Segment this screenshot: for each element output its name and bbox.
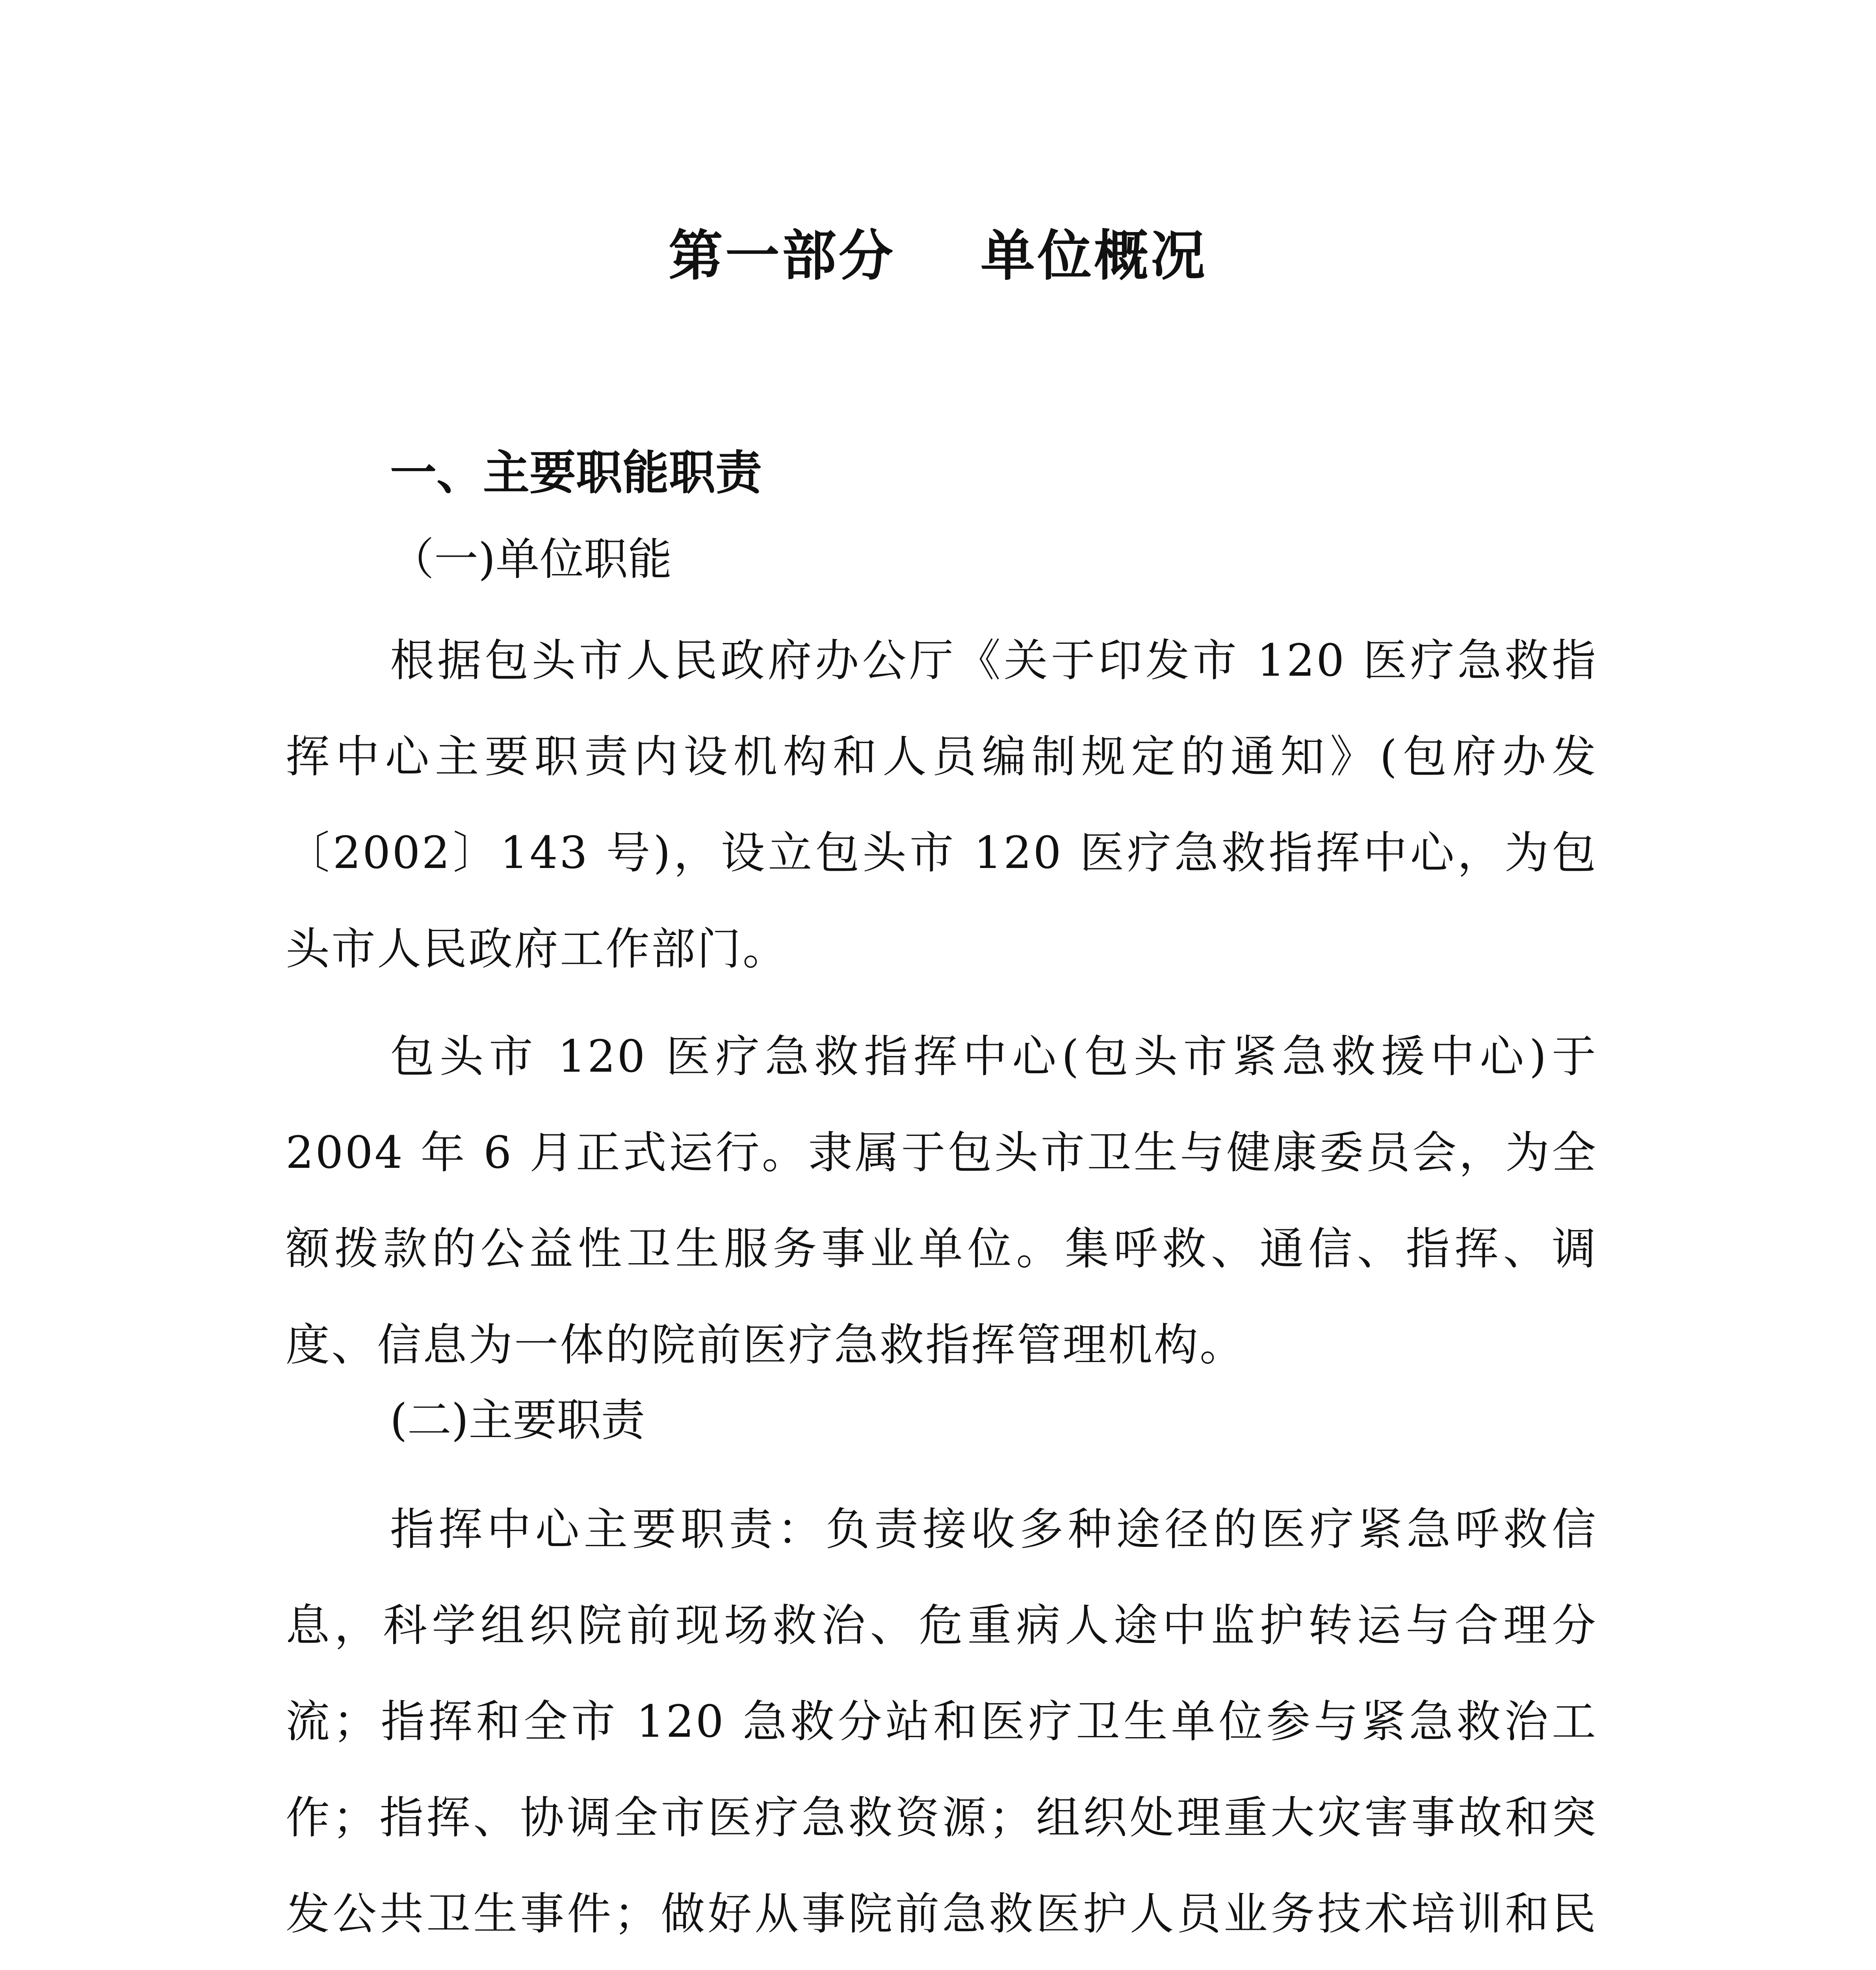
section-heading-main-functions: 一、主要职能职责 — [390, 446, 762, 500]
document-title: 第一部分 单位概况 — [668, 224, 1208, 288]
subsection-heading-unit-functions: （一)单位职能 — [390, 534, 672, 585]
subsection-heading-main-duties: (二)主要职责 — [390, 1395, 645, 1446]
paragraph-unit-overview: 包头市 120 医疗急救指挥中心(包头市紧急救援中心)于 2004 年 6 月正式运行。隶属于包头市卫生与健康委员会，为全额拨款的公益性卫生服务事业单位。集呼救、通信、指挥、调度、信息为一体的院前医疗急救指挥管理机构。 — [286, 1031, 1597, 1371]
paragraph-establishment-basis: 根据包头市人民政府办公厅《关于印发市 120 医疗急救指挥中心主要职责内设机构和人员编制规定的通知》(包府办发〔2002〕143 号)，设立包头市 120 医疗急救指挥中心，为包头市人民政府工作部门。 — [286, 635, 1597, 975]
paragraph-main-duties: 指挥中心主要职责：负责接收多种途径的医疗紧急呼救信息，科学组织院前现场救治、危重病人途中监护转运与合理分流；指挥和全市 120 急救分站和医疗卫生单位参与紧急救治工作；指挥、协调全市医疗急救资源；组织处理重大灾害事故和突发公共卫生事件；做好从事院前急救医护人员业务技术培训和民 — [286, 1504, 1597, 1940]
